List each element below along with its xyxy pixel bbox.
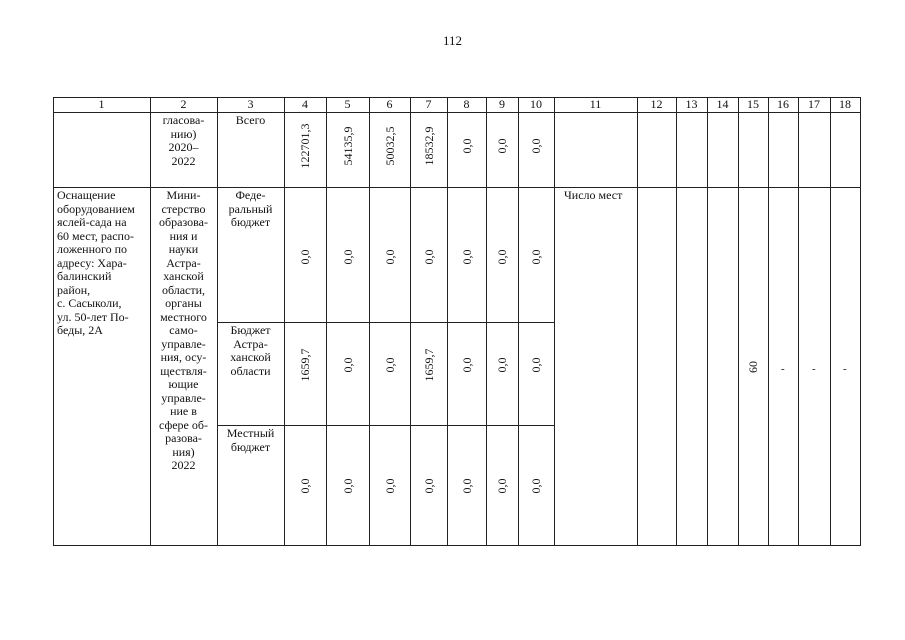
column-rule-13 (707, 97, 708, 546)
cell-budget-value: 0,0 (459, 249, 474, 265)
column-rule-6 (410, 97, 411, 546)
cell-target-value: 60 (746, 361, 760, 373)
cell-budget-value: 0,0 (421, 249, 436, 265)
cell-budget-value: 0,0 (340, 478, 355, 494)
cell-budget-value: 0,0 (529, 357, 543, 373)
cell-empty-dash: - (812, 363, 816, 375)
cell-value-total: 0,0 (529, 138, 543, 154)
cell-value-total: 0,0 (459, 138, 474, 154)
column-rule-9 (518, 97, 519, 546)
cell-budget-value: 1659,7 (298, 348, 312, 382)
cell-budget-source: Бюджет Астра- ханской области (230, 323, 271, 378)
column-rule-0 (53, 97, 54, 546)
column-rule-16 (798, 97, 799, 546)
cell-executor-continued: гласова- нию) 2020– 2022 (162, 113, 205, 168)
cell-value-total: 0,0 (495, 138, 509, 154)
cell-budget-value: 0,0 (495, 249, 509, 265)
column-rule-5 (369, 97, 370, 546)
column-number-header: 16 (777, 97, 789, 111)
cell-budget-value: 0,0 (382, 249, 397, 265)
cell-budget-value: 0,0 (298, 478, 312, 494)
column-rule-10 (554, 97, 555, 546)
column-rule-4 (326, 97, 327, 546)
column-number-header: 8 (463, 97, 470, 111)
column-number-header: 3 (247, 97, 254, 111)
cell-empty-dash: - (843, 363, 847, 375)
cell-budget-value: 0,0 (382, 357, 397, 373)
column-number-header: 14 (716, 97, 729, 111)
column-number-header: 15 (747, 97, 759, 111)
page-number: 112 (442, 33, 463, 48)
column-number-header: 2 (180, 97, 187, 111)
cell-measure-name: Оснащение оборудованием яслей-сада на 60 мест, распо- ложенного по адресу: Хара- балинский район, с. Сасыколи, ул. 50-лет По- беды, 2А (57, 188, 135, 337)
cell-budget-value: 0,0 (421, 478, 436, 494)
column-number-header: 12 (650, 97, 663, 111)
cell-budget-value: 0,0 (340, 357, 355, 373)
cell-value-total: 50032,5 (382, 126, 397, 166)
cell-source-total: Всего (235, 113, 266, 127)
cell-budget-value: 0,0 (495, 478, 509, 494)
column-rule-3 (284, 97, 285, 546)
cell-value-total: 122701,3 (298, 123, 312, 169)
column-number-header: 4 (302, 97, 308, 111)
column-number-header: 5 (344, 97, 351, 111)
column-number-header: 6 (386, 97, 393, 111)
cell-budget-value: 0,0 (298, 249, 312, 265)
column-rule-17 (830, 97, 831, 546)
cell-empty-dash: - (781, 363, 785, 375)
cell-budget-value: 0,0 (529, 249, 543, 265)
column-rule-15 (768, 97, 769, 546)
cell-value-total: 18532,9 (421, 126, 436, 166)
column-number-header: 18 (839, 97, 851, 111)
column-rule-14 (738, 97, 739, 546)
column-rule-11 (637, 97, 638, 546)
cell-budget-value: 0,0 (495, 357, 509, 373)
cell-budget-value: 0,0 (459, 478, 474, 494)
cell-value-total: 54135,9 (340, 126, 355, 166)
cell-budget-source: Феде- ральный бюджет (228, 188, 273, 229)
column-rule-18 (860, 97, 861, 546)
column-number-header: 17 (808, 97, 820, 111)
column-number-header: 11 (589, 97, 602, 111)
cell-budget-value: 0,0 (529, 478, 543, 494)
cell-budget-value: 0,0 (382, 478, 397, 494)
column-number-header: 7 (425, 97, 432, 111)
table-bottom-rule (53, 545, 861, 546)
cell-indicator-name: Число мест (564, 188, 623, 202)
cell-budget-value: 0,0 (340, 249, 355, 265)
column-number-header: 13 (685, 97, 698, 111)
column-number-header: 10 (530, 97, 542, 111)
column-rule-12 (676, 97, 677, 546)
column-rule-8 (486, 97, 487, 546)
column-number-header: 9 (499, 97, 505, 111)
cell-budget-value: 1659,7 (421, 348, 436, 382)
cell-executor: Мини- стерство образова- ния и науки Астра- ханской области, органы местного само- управле- ния, осу- ществля- ющие управле- ние в сфере об- разова- ния) 2022 (158, 188, 208, 472)
cell-budget-source: Местный бюджет (226, 426, 275, 454)
cell-budget-value: 0,0 (459, 357, 474, 373)
column-rule-2 (217, 97, 218, 546)
column-number-header: 1 (98, 97, 105, 111)
column-rule-7 (447, 97, 448, 546)
